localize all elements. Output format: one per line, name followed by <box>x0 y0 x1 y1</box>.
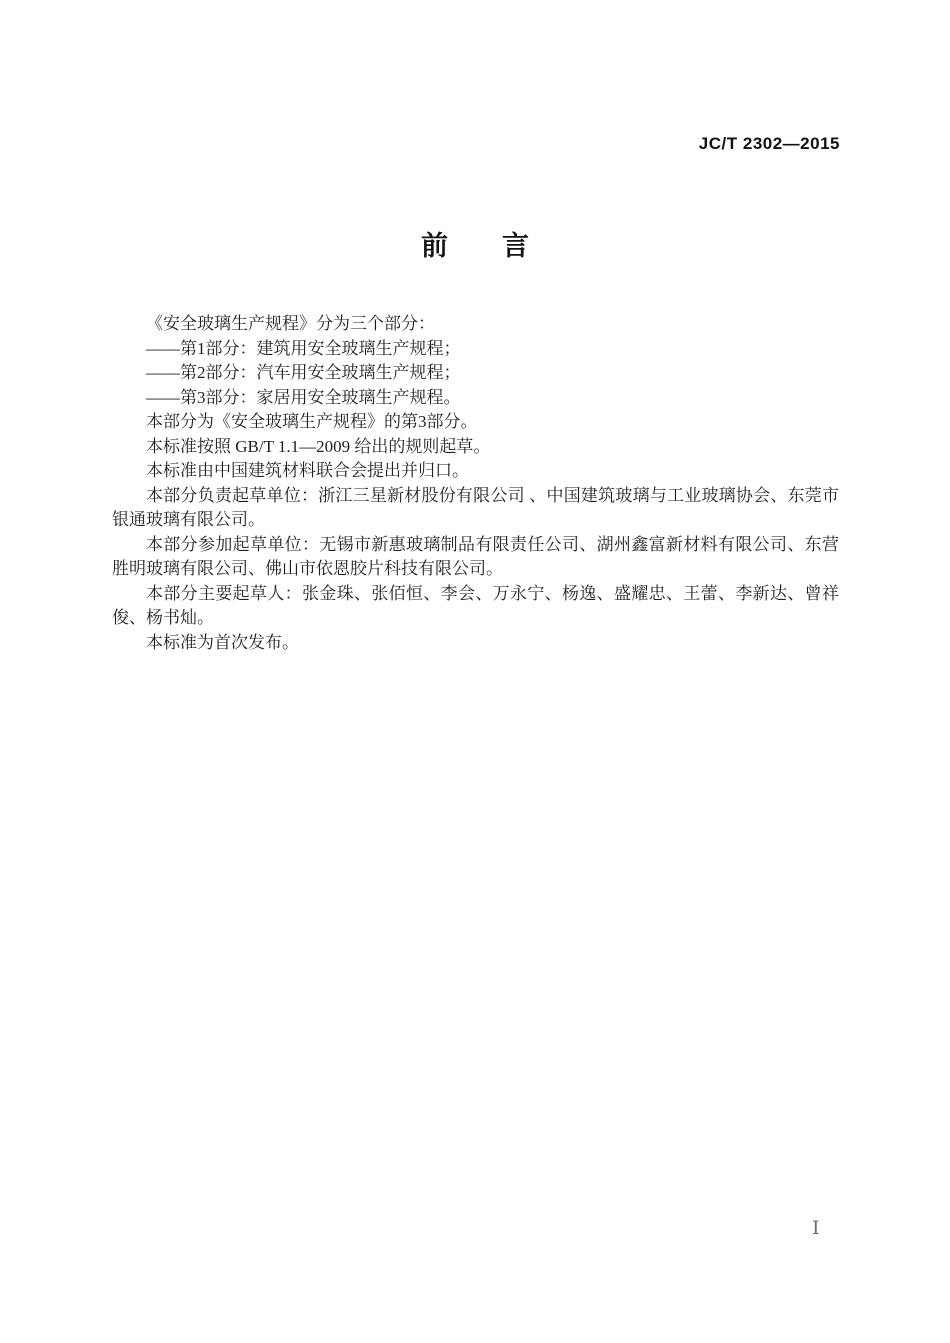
foreword-paragraph: 本部分负责起草单位：浙江三星新材股份有限公司 、中国建筑玻璃与工业玻璃协会、东莞市银通玻璃有限公司。 <box>112 485 839 529</box>
foreword-paragraph: 本标准按照 GB/T 1.1—2009 给出的规则起草。 <box>146 436 491 456</box>
foreword-paragraph: 本部分为《安全玻璃生产规程》的第3部分。 <box>146 412 478 431</box>
foreword-paragraph: 本部分参加起草单位：无锡市新惠玻璃制品有限责任公司、湖州鑫富新材料有限公司、东营胜明玻璃有限公司、佛山市依恩胶片科技有限公司。 <box>112 534 839 578</box>
page-number: Ⅰ <box>812 1218 820 1239</box>
foreword-body <box>112 312 839 655</box>
foreword-paragraph: 本标准由中国建筑材料联合会提出并归口。 <box>146 461 469 480</box>
foreword-paragraph: ——第2部分：汽车用安全玻璃生产规程； <box>146 363 461 382</box>
foreword-paragraph: 《安全玻璃生产规程》分为三个部分： <box>146 314 435 333</box>
standard-code: JC/T 2302—2015 <box>698 134 840 153</box>
foreword-paragraph: ——第3部分：家居用安全玻璃生产规程。 <box>146 387 461 407</box>
foreword-title: 前 言 <box>421 231 529 261</box>
foreword-paragraph: ——第1部分：建筑用安全玻璃生产规程； <box>146 338 461 358</box>
foreword-paragraph: 本标准为首次发布。 <box>146 632 299 652</box>
foreword-paragraph: 本部分主要起草人：张金珠、张佰恒、李会、万永宁、杨逸、盛耀忠、王蕾、李新达、曾祥俊、杨书灿。 <box>112 583 839 627</box>
